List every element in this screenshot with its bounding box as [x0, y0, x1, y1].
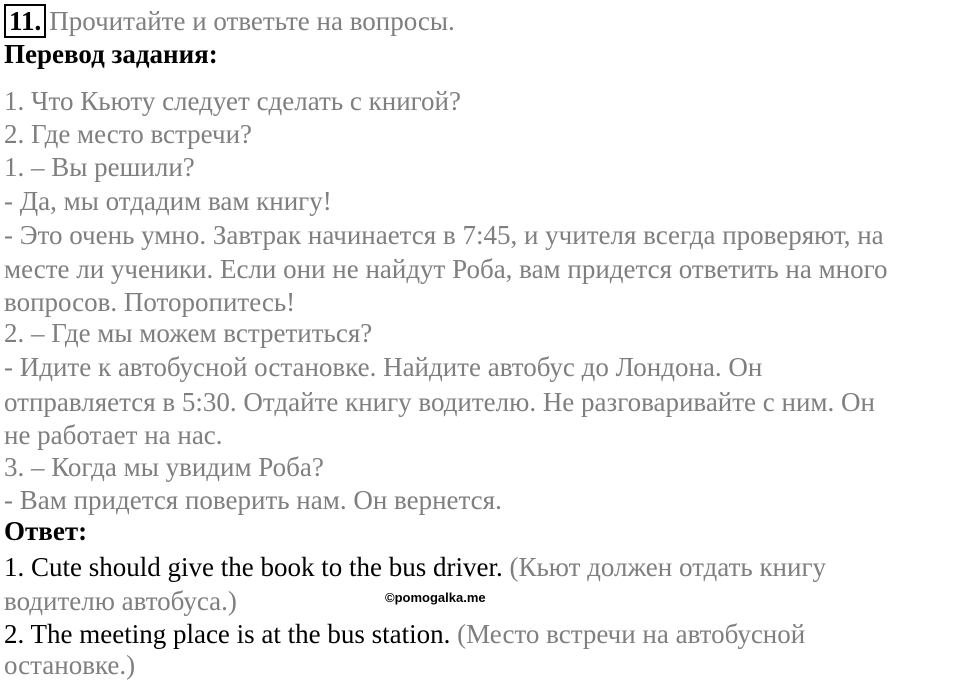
- translation-line: - Это очень умно. Завтрак начинается в 7:45, и учителя всегда проверяют, на: [4, 220, 884, 250]
- translation-line: вопросов. Поторопитесь!: [4, 287, 296, 317]
- task-header: [4, 4, 455, 38]
- translation-line: 1. – Вы решили?: [4, 152, 195, 182]
- translation-line: - Идите к автобусной остановке. Найдите автобус до Лондона. Он: [4, 352, 763, 382]
- answer-heading: Ответ:: [4, 516, 88, 546]
- translation-line: 2. – Где мы можем встретиться?: [4, 318, 373, 348]
- answer-2-russian: (Место встречи на автобусной: [450, 619, 806, 649]
- answer-2-english: 2. The meeting place is at the bus station.: [4, 619, 451, 649]
- translation-line: 3. – Когда мы увидим Роба?: [4, 452, 324, 482]
- task-instruction: Прочитайте и ответьте на вопросы.: [49, 6, 455, 36]
- answer-2-continued: остановке.): [4, 650, 136, 680]
- translation-line: - Вам придется поверить нам. Он вернется.: [4, 485, 502, 515]
- translation-line: - Да, мы отдадим вам книгу!: [4, 186, 332, 216]
- translation-line: 2. Где место встречи?: [4, 119, 252, 149]
- answer-1-continued: водителю автобуса.): [4, 586, 237, 616]
- task-number: 11.: [4, 4, 46, 38]
- watermark: ©pomogalka.me: [385, 590, 486, 605]
- translation-line: 1. Что Кьюту следует сделать с книгой?: [4, 86, 461, 116]
- translation-line: не работает на нас.: [4, 420, 223, 450]
- answer-2: [4, 617, 805, 651]
- translation-line: отправляется в 5:30. Отдайте книгу водителю. Не разговаривайте с ним. Он: [4, 387, 875, 417]
- translation-line: месте ли ученики. Если они не найдут Роба, вам придется ответить на много: [4, 254, 888, 284]
- answer-1-russian: (Кьют должен отдать книгу: [502, 552, 827, 582]
- answer-1: [4, 550, 826, 584]
- translation-heading: Перевод задания:: [4, 39, 218, 69]
- answer-1-english: 1. Cute should give the book to the bus driver.: [4, 552, 503, 582]
